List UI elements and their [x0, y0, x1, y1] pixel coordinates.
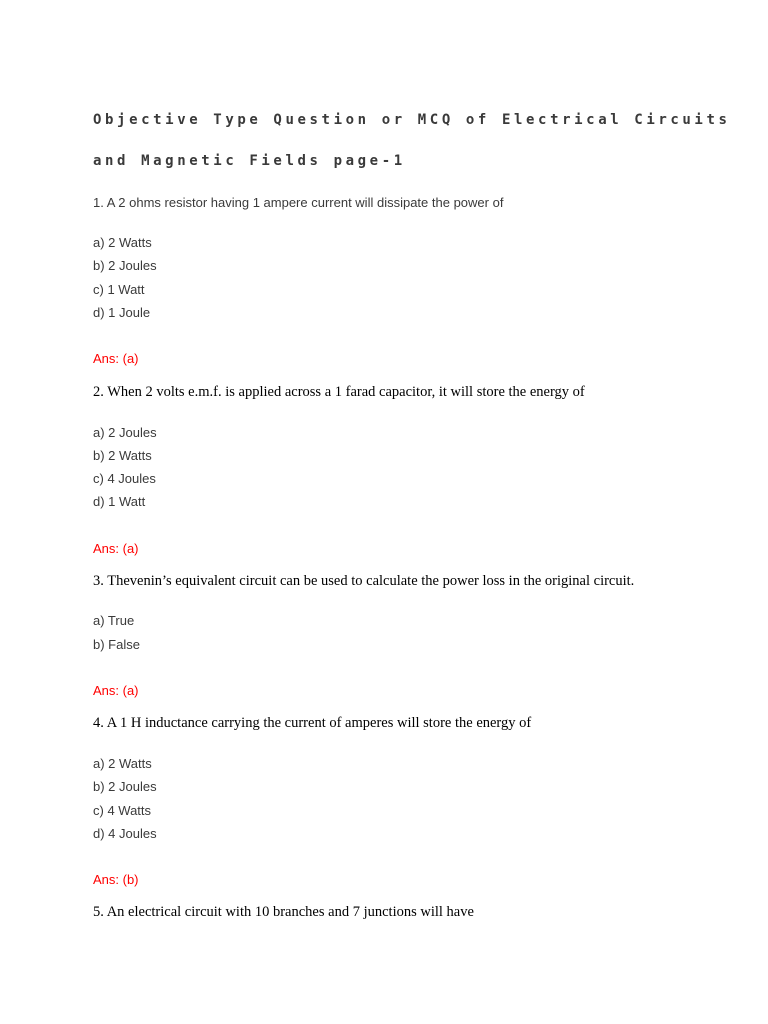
question-3-text: 3. Thevenin’s equivalent circuit can be used to calculate the power loss in the original circuit. [93, 573, 635, 589]
page-title-line-2: and Magnetic Fields page-1 [93, 153, 406, 169]
question-4-option-b: b) 2 Joules [93, 779, 157, 794]
question-1-text: 1. A 2 ohms resistor having 1 ampere current will dissipate the power of [93, 195, 504, 210]
question-2-option-c: c) 4 Joules [93, 471, 156, 486]
question-3-option-a: a) True [93, 613, 135, 628]
question-5-text: 5. An electrical circuit with 10 branches and 7 junctions will have [93, 904, 474, 920]
question-1-option-c: c) 1 Watt [93, 282, 145, 297]
question-2-option-a: a) 2 Joules [93, 425, 157, 440]
question-2-option-b: b) 2 Watts [93, 448, 152, 463]
question-2-text: 2. When 2 volts e.m.f. is applied across a 1 farad capacitor, it will store the energy of [93, 384, 585, 400]
question-3-option-b: b) False [93, 637, 140, 652]
question-1-option-d: d) 1 Joule [93, 305, 151, 320]
question-4-text: 4. A 1 H inductance carrying the current of amperes will store the energy of [93, 715, 532, 731]
question-4-option-d: d) 4 Joules [93, 826, 157, 841]
question-2-answer: Ans: (a) [93, 541, 139, 556]
question-4-answer: Ans: (b) [93, 872, 139, 887]
question-1-option-b: b) 2 Joules [93, 258, 157, 273]
question-4-option-c: c) 4 Watts [93, 803, 152, 818]
page-title-line-1: Objective Type Question or MCQ of Electrical Circuits [93, 112, 731, 128]
question-2-option-d: d) 1 Watt [93, 494, 146, 509]
question-4-option-a: a) 2 Watts [93, 756, 152, 771]
question-1-option-a: a) 2 Watts [93, 235, 152, 250]
question-3-answer: Ans: (a) [93, 683, 139, 698]
question-1-answer: Ans: (a) [93, 351, 139, 366]
